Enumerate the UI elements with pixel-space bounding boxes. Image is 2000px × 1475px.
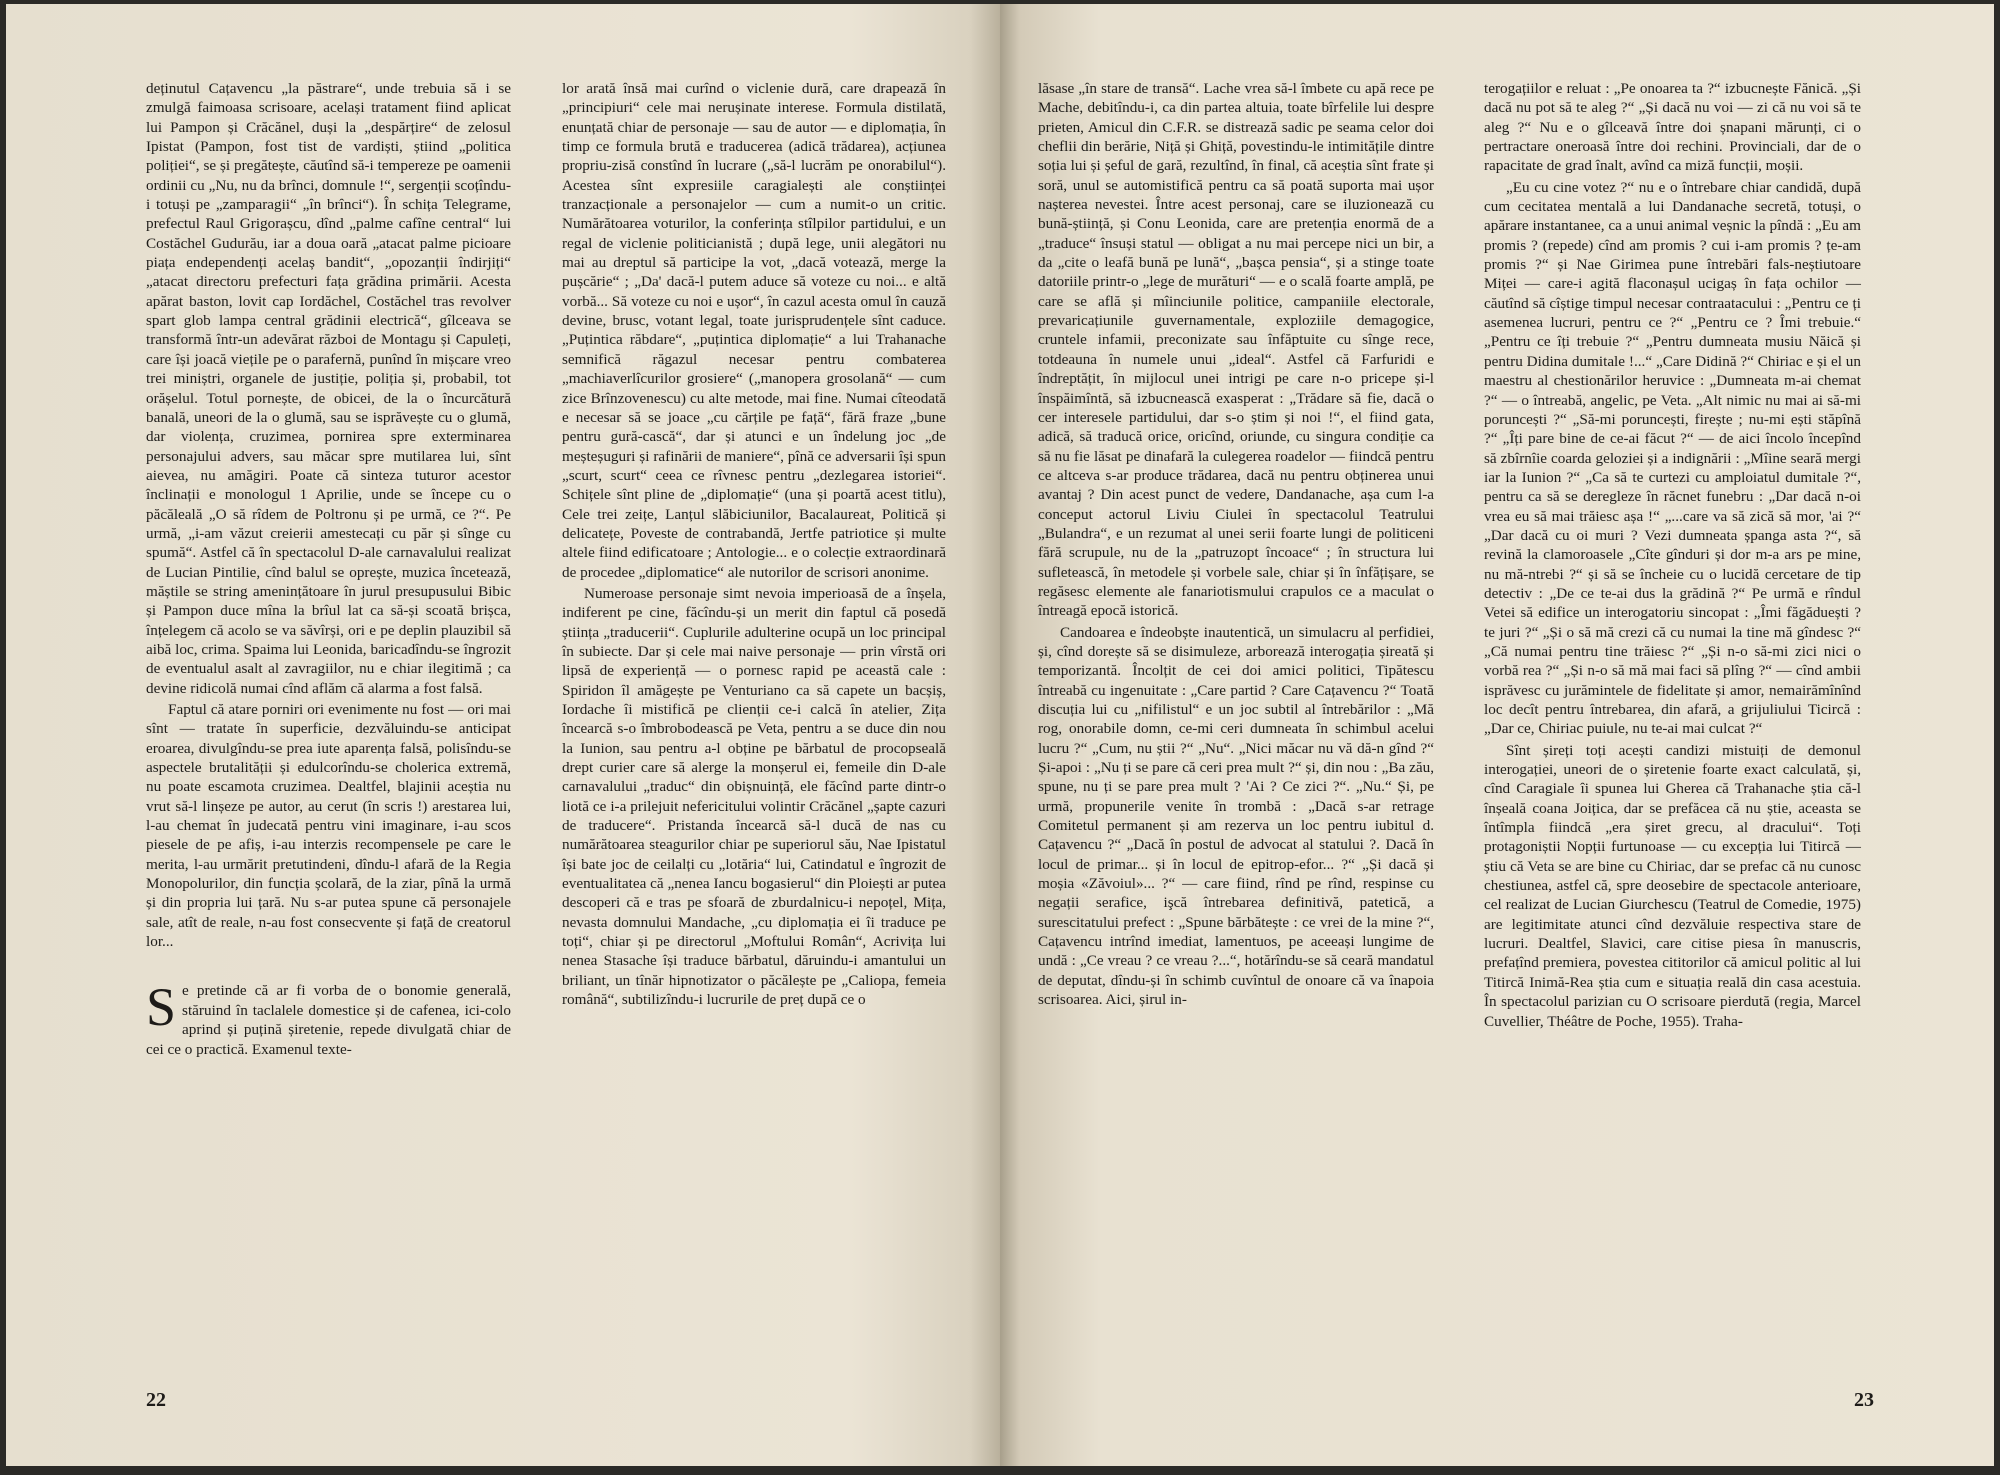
- right-page-column-1: [1038, 79, 1434, 1010]
- paragraph: Faptul că atare porniri ori evenimente nu fost — ori mai sînt — tratate în superficie, dezvăluindu-se anticipat eroarea, divulgîndu-se prea iute aparența falsă, polisîndu-se aspectele brutalității și edulcorîndu-se cholerica extremă, nu poate escamota cruzimea. Dealtfel, blajinii aceștia nu vrut să-l linșeze pe autor, au cerut (în scris !) arestarea lui, l-au chemat în judecată pentru vini imaginare, i-au scos piesele de pe afiș, i-au interzis recompensele pe care le merita, l-au urmărit pretutindeni, dîndu-l afară de la Regia Monopolurilor, din funcția școlară, de la ziar, pînă la urmă și din propria lui țară. Nu s-ar putea spune că personajele sale, atît de reale, n-au fost consecvente și față de creatorul lor...: [146, 701, 511, 951]
- section-break: [146, 951, 511, 981]
- right-page: [1000, 4, 1994, 1466]
- paragraph: „Eu cu cine votez ?“ nu e o întrebare chiar candidă, după cum cecitatea mentală a lui Dandanache secretă, totuși, o apărare instantanee, ca a unui animal veșnic la pîndă : „Eu am promis ? (repede) cînd am promis ? cui i-am promis ? țe-am promis ?“ și Nae Girimea pune întrebări fals-neștiutoare Miței — care-i agită flaconașul ucigaș în fața ochilor — căutînd să cîștige timpul necesar contraatacului : „Pentru ce ți asemenea lucruri, pentru ce ?“ „Pentru ce ? Îmi trebuie.“ „Pentru ce îți trebuie ?“ „Pentru dumneata musiu Năică și pentru Didina dumitale !...“ „Care Didină ?“ Chiriac e și el un maestru al chestionărilor heruvice : „Dumneata m-ai chemat ?“ — o întreabă, angelic, pe Veta. „Alt nimic nu mai ai să-mi poruncești ?“ „Să-mi poruncești, firește ; nu-mi ești stăpînă ?“ „Îți pare bine de ce-ai făcut ?“ — de aici încolo începînd să zbîrnîie coarda geloziei și a indignării : „Mîine seară mergi iar la Iunion ?“ „Ca să te curtezi cu amploiatul dumitale ?“, pentru ca să se deregleze în răcnet funebru : „Dar dacă n-oi vrea eu să mai trăiesc așa !“ „...care va să zică să mor, 'ai ?“ „Dar dacă cu oi muri ? Vezi dumneata șpanga asta ?“, să revină la clamoroasele „Cîte gînduri și dor m-a ars pe mine, nu mă-ntrebi ?“ și să se încheie cu o lucidă cercetare de tip detectiv : „De ce te-ai dus la grădină ?“ Pe urmă e rîndul Vetei să edifice un interogatoriu sincopat : „Îmi făgăduești ? te juri ?“ „Și o să mă crezi că cu numai la tine mă gîndesc ?“ „Că numai pentru tine trăiesc ?“ „Și n-o să-mi zici nici o vorbă rea ?“ „Și n-o să mă mai faci să plîng ?“ — cînd ambii isprăvesc cu jurămintele de fidelitate și amor, nemairămînînd loc decît pentru întrebarea, din afară, a grijuliului Ticircă : „Dar ce, Chiriac puiule, nu te-ai mai culcat ?“: [1484, 178, 1861, 738]
- page-number: 23: [1854, 1389, 1874, 1411]
- magazine-spread: [6, 4, 1994, 1466]
- left-page-column-1: [146, 79, 511, 1059]
- paragraph: Numeroase personaje simt nevoia imperioasă de a înșela, indiferent pe cine, făcîndu-și un merit din faptul că posedă știința „traducerii“. Cuplurile adulterine ocupă un loc principal în subiecte. Dar și cele mai naive personaje — prin vîrstă ori lipsă de experiență — o pornesc rapid pe această cale : Spiridon îl amăgește pe Venturiano ca să capete un bacșiș, Iordache îi mistifică pe clienții ce-i calcă în atelier, Zița încearcă s-o îmbrobodească pe Veta, pentru a se duce din nou la Iunion, sau pentru a-l obține pe bărbatul de procopseală drept curier care să alerge la monșerul ei, femeile din D-ale carnavalului „traduc“ din obișnuință, ele făcînd parte dintr-o liotă ce i-a prilejuit nefericitului volintir Crăcănel „șapte cazuri de traducere“. Pristanda încearcă să-l ducă de nas cu numărătoarea steagurilor chiar pe superiorul său, Nae Ipistatul își bate joc de ceilalți cu „lotăria“ lui, Catindatul e îngrozit de eventualitatea că „nenea Iancu bogasierul“ din Ploiești ar putea descoperi că e tras pe sfoară de zburdalnicu-i nepoțel, Mița, nevasta domnului Mandache, „cu diplomația ei îi traduce pe toți“, chiar și pe directorul „Moftului Român“, Acrivița lui nenea Stasache își traduce bărbatul, dăruindu-i amantului un briliant, un tînăr hipnotizator o păcălește pe „Caliopa, femeia română“, subtilizîndu-i lucrurile de preț după ce o: [562, 584, 946, 1009]
- paragraph: Sînt șireți toți acești candizi mistuiți de demonul interogației, uneori de o șiretenie foarte exact calculată, și, cînd Caragiale îi spunea lui Gherea că Trahanache știa că-l înșeală coana Joițica, dar se prefăcea că nu știe, aceasta se întîmpla fiindcă „era șiret grecu, al dracului“. Toți protagoniștii Nopții furtunoase — cu excepția lui Titircă — știu că Veta se are bine cu Chiriac, dar se prefac că nu cunosc chestiunea, astfel că, spre deosebire de spectacole anterioare, cel realizat de Lucian Giurchescu (Teatrul de Comedie, 1975) are legitimitate atunci cînd dezvăluie respectiva stare de lucruri. Dealtfel, Slavici, care citise piesa în manuscris, prefațînd premiera, povestea cititorilor că amicul politic al lui Titircă Inimă-Rea știa cum e situația reală din casa acestuia. În spectacolul parizian cu O scrisoare pierdută (regia, Marcel Cuvellier, Théâtre de Poche, 1955). Traha-: [1484, 741, 1861, 1030]
- paragraph: lor arată însă mai curînd o viclenie dură, care drapează în „principiuri“ cele mai nerușinate interese. Formula distilată, enunțată chiar de personaje — sau de autor — e diplomația, în timp ce formula brută e traducerea (adică trădarea), acțiunea propriu-zisă constînd în lucrare („să-l lucrăm pe onorabilul“). Acestea sînt expresiile caragialești ale conștiinței tranzacționale a personajelor — cum a numit-o un critic. Numărătoarea voturilor, la conferința stîlpilor partidului, e un regal de viclenie politicianistă ; după lege, unii alegători nu mai au dreptul să participe la vot, „dacă votează, merge la pușcărie“ ; „Da' dacă-l putem aduce să voteze cu noi... e altă vorbă... Să voteze cu noi e ușor“, în cazul acesta omul în cauză devine, brusc, votant legal, toate jurisprudențele sînt caduce. „Puțintica răbdare“, „puțintica diplomație“ a lui Trahanache semnifică răgazul necesar pentru combaterea „machiaverlîcurilor grosiere“ („manopera grosolană“ — cum zice Brînzovenescu) cu alte metode, mai fine. Numai cîteodată e necesar să se joace „cu cărțile pe față“, fără fraze „bune pentru gură-cască“, dar și atunci e un îndelung joc „de meșteșuguri și rafinării de maniere“, pînă ce adversarii își spun „scurt, scurt“ ceea ce rîvnesc pentru „dezlegarea istoriei“. Schițele sînt pline de „diplomație“ (una și poartă acest titlu), Cele trei zeițe, Lanțul slăbiciunilor, Bacalaureat, Politică și delicatețe, Poveste de contrabandă, Jertfe patriotice și multe altele fiind edificatoare ; Antologie... e o colecție extraordinară de procedee „diplomatice“ ale nutorilor de scrisori anonime.: [562, 80, 946, 581]
- paragraph: deținutul Cațavencu „la păstrare“, unde trebuia să i se zmulgă faimoasa scrisoare, același tratament fiind aplicat lui Pampon și Crăcănel, duși la „despărțire“ de zelosul Ipistat (Pampon, fost tist de vardiști, știind „politica poliției“, se și pregătește, căutînd să-i tempereze pe oamenii ordinii cu „Nu, nu da brînci, domnule !“, sergenții scoțîndu-i totuși pe „zamparagii“ „în brînci“). În schița Telegrame, prefectul Raul Grigorașcu, dînd „palme cafîne central“ lui Costăchel Gudurău, iar a doua oară „atacat palme picioare piața endependenți acelaș bandit“, „opozanții îndirjiți“ „atacat directoru prefecturi fața grădina primării. Acesta apărat baston, lovit cap Iordăchel, Costăchel tras revolver spart glob lampa central grădinii electrică“, gîlceava se transformă într-un adevărat război de Montagu și Capuleți, care își joacă viețile pe o parafernă, punînd în mișcare vreo trei miniștri, organele de justiție, poliția și, probabil, tot orășelul. Totul pornește, de obicei, de la o încurcătură banală, uneori de la o glumă, sau se isprăvește cu o glumă, dar violența, cruzimea, pornirea spre exterminarea personajului advers, sau măcar spre mutilarea lui, sînt aievea, nu amăgiri. Poate că sinteza tuturor acestor înclinații e monologul 1 Aprilie, unde se începe cu o păcăleală „O să rîdem de Poltronu și pe urmă, ce ?“. Pe urmă, „i-am văzut creierii amestecați cu păr și sînge cu spumă“. Astfel că în spectacolul D-ale carnavalului realizat de Lucian Pintilie, cînd balul se oprește, muzica încetează, măștile se string amenințătoare în jurul presupusului Bibic și Pampon duce mîna la brîul lat ca să-și scoată brișca, înțelegem că acolo se va săvîrși, ori e pe deplin plauzibil să aibă loc, crima. Spaima lui Leonida, baricadîndu-se îngrozit de eventualul asalt al zavragiilor, nu e chiar ilegitimă ; ca devine ridicolă numai cînd aflăm că alarma a fost falsă.: [146, 80, 511, 697]
- drop-cap: S: [146, 977, 177, 1038]
- right-page-column-2: [1484, 79, 1861, 1031]
- dropcap-paragraph: [146, 977, 511, 1058]
- left-page-column-2: [562, 79, 946, 1010]
- paragraph: terogațiilor e reluat : „Pe onoarea ta ?“ izbucnește Fănică. „Și dacă nu pot să te aleg ?“ „Și dacă nu voi — zi că nu voi să te aleg ?“ Nu e o gîlceavă între doi șnapani mărunți, ci o pertractare oneroasă între doi rechini. Provinciali, dar de o rapacitate de grad înalt, avînd ca miză funcții, moșii.: [1484, 80, 1861, 175]
- paragraph: lăsase „în stare de transă“. Lache vrea să-l îmbete cu apă rece pe Mache, debitîndu-i, ca din partea altuia, toate bîrfelile lui despre prieten, Amicul din C.F.R. se distrează sadic pe seama celor doi cheflii din berărie, Niță și Ghiță, povestindu-le intimitățile dintre soția lui și șeful de gară, rezultînd, în final, că aceștia sînt frate și soră, unul se automistifică pentru ca să poată suporta mai ușor nașterea nevestei. Între acest personaj, care se iluzionează cu bună-știință, și Conu Leonida, care are pretenția enormă de a „traduce“ însuși statul — obligat a nu mai percepe nici un bir, a da „cite o leafă bună pe lună“, „bașca pensia“, și a stinge toate datoriile printr-o „lege de murături“ — e o scală foarte amplă, pe care se află și mîinciunile politice, campaniile electorale, prevaricațiunile guvernamentale, exploziile demagogice, cruntele infamii, preconizate sau înfăptuite cu sînge rece, totdeauna în numele unui „ideal“. Astfel că Farfuridi e îndreptățit, în mijlocul unei intrigi pe care n-o pricepe și-l înspăimîntă, să izbucnească exasperat : „Trădare să fie, dacă o cer interesele partidului, dar s-o știm și noi !“, el fiind gata, adică, să traducă orice, oricînd, oriunde, cu singura condiție ca să nu fie lăsat pe dinafară la culegerea roadelor — fiindcă pentru ce altceva s-ar produce trădarea, dacă nu pentru obținerea unui avantaj ? Din acest punct de vedere, Dandanache, așa cum l-a conceput actorul Liviu Ciulei în spectacolul Teatrului „Bulandra“, e un rezumat al unei serii foarte lungi de politiceni fără scrupule, nu de la „patruzopt încoace“ ; în structura lui sufletească, în metodele și vorbele sale, chiar și în înfățișare, se regăsesc elemente ale fanariotismului crapulos ce a maculat o întreagă epocă istorică.: [1038, 80, 1434, 620]
- left-page: [6, 4, 1000, 1466]
- paragraph-text: e pretinde că ar fi vorba de o bonomie generală, stăruind în taclalele domestice și de cafenea, ici-colo aprind și puțină șiretenie, repede divulgată chiar de cei ce o practică. Examenul texte-: [146, 982, 511, 1058]
- page-number: 22: [146, 1389, 166, 1411]
- paragraph: Candoarea e îndeobște inautentică, un simulacru al perfidiei, și, cînd dorește să se disimuleze, arborează interogația șireată și temporizantă. Încolțit de cei doi amici politici, Tipătescu întreabă cu ingenuitate : „Care partid ? Care Cațavencu ?“ Toată discuția lui cu „nifilistul“ e un joc subtil al întrebărilor : „Mă rog, onorabile domn, ce-mi ceri dumneata în schimbul acelui lucru ?“ „Cum, nu știi ?“ „Nu“. „Nici măcar nu vă dă-n gînd ?“ Și-apoi : „Nu ți se pare că ceri prea mult ?“ și, din nou : „Ba zău, spune, nu ți se pare prea mult ? 'Ai ? Ce zici ?“. „Nu.“ Și, pe urmă, propunerile venite în trombă : „Dacă s-ar retrage Comitetul permanent și am rezerva un loc pentru iubitul d. Cațavencu ?“ „Dacă în postul de advocat al statului ?. Dacă în locul de primar... și în locul de epitrop-efor... ?“ „Și dacă și moșia «Zăvoiul»... ?“ — care fiind, rînd pe rînd, respinse cu negații serafice, işcă întrebarea definitivă, patetică, a surescitatului prefect : „Spune bărbătește : ce vrei de la mine ?“, Cațavencu intrînd imediat, lamentuos, pe aceeași lungime de undă : „Ce vreau ? ce vreau ?...“, hotărîndu-se să ceară mandatul de deputat, dîndu-și în schimb cuvîntul de onoare că va înapoia scrisoarea. Aici, șirul in-: [1038, 623, 1434, 1009]
